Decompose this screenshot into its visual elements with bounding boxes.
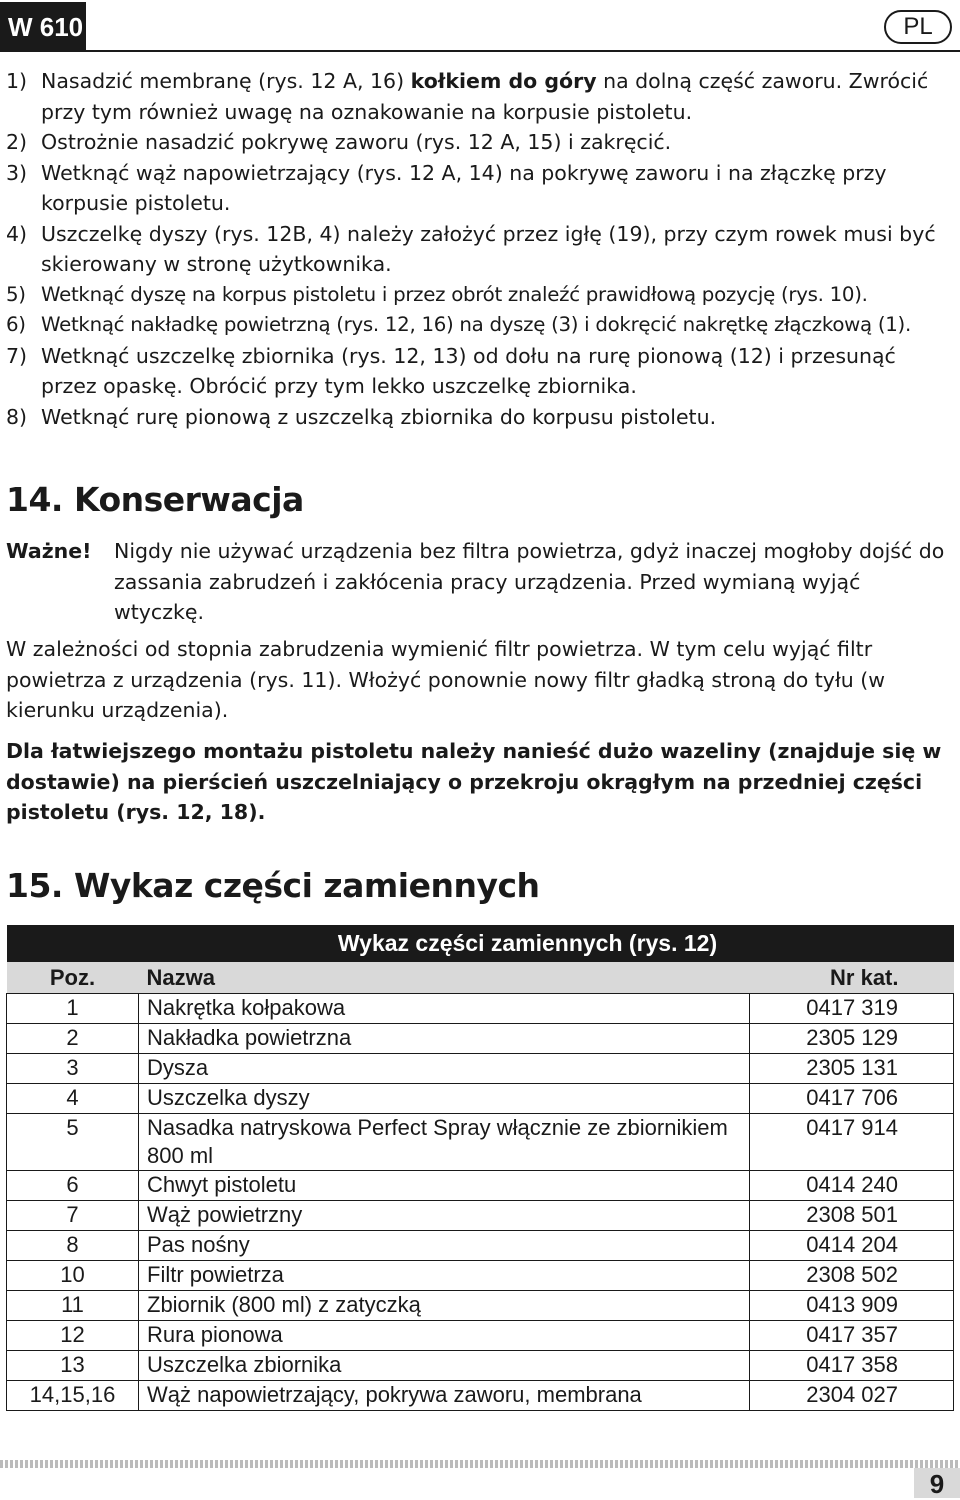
cell-name: Nakrętka kołpakowa	[139, 994, 750, 1024]
step-text: Wetknąć rurę pionową z uszczelką zbiornika do korpusu pistoletu.	[41, 404, 717, 429]
cell-name: Nasadka natryskowa Perfect Spray włącznie ze zbiornikiem 800 ml	[139, 1114, 750, 1171]
column-header-pos: Poz.	[7, 962, 139, 994]
step-text: Uszczelkę dyszy (rys. 12B, 4) należy założyć przez igłę (19), przy czym rowek musi być skierowany w stronę użytkownika.	[41, 221, 936, 276]
table-caption: Wykaz części zamiennych (rys. 12)	[7, 925, 954, 962]
cell-name: Uszczelka dyszy	[139, 1084, 750, 1114]
cell-catalog-no: 2305 129	[750, 1024, 954, 1054]
table-row	[7, 994, 954, 1024]
step-text: Wetknąć wąż napowietrzający (rys. 12 A, 14) na pokrywę zaworu i na złączkę przy korpusie pistoletu.	[41, 160, 887, 215]
cell-name: Zbiornik (800 ml) z zatyczką	[139, 1291, 750, 1321]
table-row	[7, 1231, 954, 1261]
vaseline-tip: Dla łatwiejszego montażu pistoletu należy nanieść dużo wazeliny (znajduje się w dostawie) na pierścień uszczelniający o przekroju okrągłym na przedniej części pistoletu (rys. 12, 18).	[6, 739, 942, 824]
cell-name: Pas nośny	[139, 1231, 750, 1261]
table-row	[7, 1171, 954, 1201]
cell-position: 8	[7, 1231, 139, 1261]
column-header-name: Nazwa	[139, 962, 750, 994]
cell-name: Rura pionowa	[139, 1321, 750, 1351]
cell-catalog-no: 2304 027	[750, 1381, 954, 1411]
step-number: 4)	[6, 221, 28, 246]
table-row	[7, 1084, 954, 1114]
cell-position: 10	[7, 1261, 139, 1291]
step-6	[6, 310, 952, 341]
header-rule	[86, 50, 960, 52]
step-number: 3)	[6, 160, 28, 185]
page-number: 9	[914, 1468, 960, 1498]
step-number: 8)	[6, 404, 28, 429]
important-label: Ważne!	[6, 539, 92, 563]
footer-rule	[0, 1460, 960, 1468]
cell-position: 7	[7, 1201, 139, 1231]
cell-position: 2	[7, 1024, 139, 1054]
cell-catalog-no: 0417 914	[750, 1114, 954, 1171]
step-text: Wetknąć nakładkę powietrzną (rys. 12, 16) na dyszę (3) i dokręcić nakrętkę złączkową (1).	[41, 313, 911, 336]
language-badge: PL	[884, 10, 952, 44]
cell-position: 5	[7, 1114, 139, 1171]
step-number: 5)	[6, 282, 26, 306]
assembly-steps	[6, 66, 952, 432]
column-header-catalog-no: Nr kat.	[750, 962, 954, 994]
cell-name: Wąż powietrzny	[139, 1201, 750, 1231]
step-8	[6, 402, 952, 433]
table-row	[7, 1351, 954, 1381]
table-row	[7, 1114, 954, 1171]
cell-position: 12	[7, 1321, 139, 1351]
cell-position: 13	[7, 1351, 139, 1381]
cell-name: Filtr powietrza	[139, 1261, 750, 1291]
important-note	[6, 536, 954, 628]
step-text: Ostrożnie nasadzić pokrywę zaworu (rys. 12 A, 15) i zakręcić.	[41, 130, 672, 154]
cell-position: 14,15,16	[7, 1381, 139, 1411]
page-header	[0, 0, 960, 52]
cell-catalog-no: 0417 358	[750, 1351, 954, 1381]
cell-position: 11	[7, 1291, 139, 1321]
section-14-title: 14. Konserwacja	[6, 480, 304, 519]
step-7	[6, 341, 952, 402]
cell-catalog-no: 2305 131	[750, 1054, 954, 1084]
table-row	[7, 1321, 954, 1351]
table-body	[7, 994, 954, 1411]
cell-name: Wąż napowietrzający, pokrywa zaworu, membrana	[139, 1381, 750, 1411]
model-label: W 610	[0, 2, 86, 52]
step-emphasis: kołkiem do góry	[410, 69, 597, 93]
step-number: 2)	[6, 130, 28, 154]
step-number: 7)	[6, 343, 28, 368]
cell-catalog-no: 2308 502	[750, 1261, 954, 1291]
step-5	[6, 280, 952, 311]
cell-catalog-no: 0417 357	[750, 1321, 954, 1351]
cell-name: Nakładka powietrzna	[139, 1024, 750, 1054]
table-row	[7, 1054, 954, 1084]
cell-position: 3	[7, 1054, 139, 1084]
cell-position: 4	[7, 1084, 139, 1114]
cell-catalog-no: 0417 706	[750, 1084, 954, 1114]
table-row	[7, 1024, 954, 1054]
cell-catalog-no: 0414 240	[750, 1171, 954, 1201]
cell-name: Chwyt pistoletu	[139, 1171, 750, 1201]
section-15-title: 15. Wykaz części zamiennych	[6, 866, 540, 905]
table-row	[7, 1201, 954, 1231]
cell-position: 6	[7, 1171, 139, 1201]
cell-name: Dysza	[139, 1054, 750, 1084]
table-row	[7, 1261, 954, 1291]
step-number: 6)	[6, 313, 26, 336]
table-row	[7, 1381, 954, 1411]
cell-catalog-no: 2308 501	[750, 1201, 954, 1231]
step-2	[6, 127, 952, 158]
step-3	[6, 158, 952, 219]
step-text: Wetknąć dyszę na korpus pistoletu i przez obrót znaleźć prawidłową pozycję (rys. 10).	[41, 282, 868, 306]
maintenance-paragraph: W zależności od stopnia zabrudzenia wymienić filtr powietrza. W tym celu wyjąć filtr powietrza z urządzenia (rys. 11). Włożyć ponownie nowy filtr gładką stroną do tyłu (w kierunku urządzenia).	[6, 637, 886, 722]
step-text: Nasadzić membranę (rys. 12 A, 16) kołkiem do góry na dolną część zaworu. Zwrócić przy tym również uwagę na oznakowanie na korpusie pistoletu.	[41, 69, 929, 124]
step-number: 1)	[6, 69, 28, 93]
cell-catalog-no: 0414 204	[750, 1231, 954, 1261]
step-text: Wetknąć uszczelkę zbiornika (rys. 12, 13) od dołu na rurę pionową (12) i przesunąć przez opaskę. Obrócić przy tym lekko uszczelkę zbiornika.	[41, 343, 896, 398]
spare-parts-table	[6, 925, 954, 1411]
cell-name: Uszczelka zbiornika	[139, 1351, 750, 1381]
table-row	[7, 1291, 954, 1321]
step-1	[6, 66, 952, 127]
cell-catalog-no: 0413 909	[750, 1291, 954, 1321]
cell-position: 1	[7, 994, 139, 1024]
step-4	[6, 219, 952, 280]
cell-catalog-no: 0417 319	[750, 994, 954, 1024]
important-text: Nigdy nie używać urządzenia bez filtra powietrza, gdyż inaczej mogłoby dojść do zassania zabrudzeń i zakłócenia pracy urządzenia. Przed wymianą wyjąć wtyczkę.	[114, 539, 945, 624]
